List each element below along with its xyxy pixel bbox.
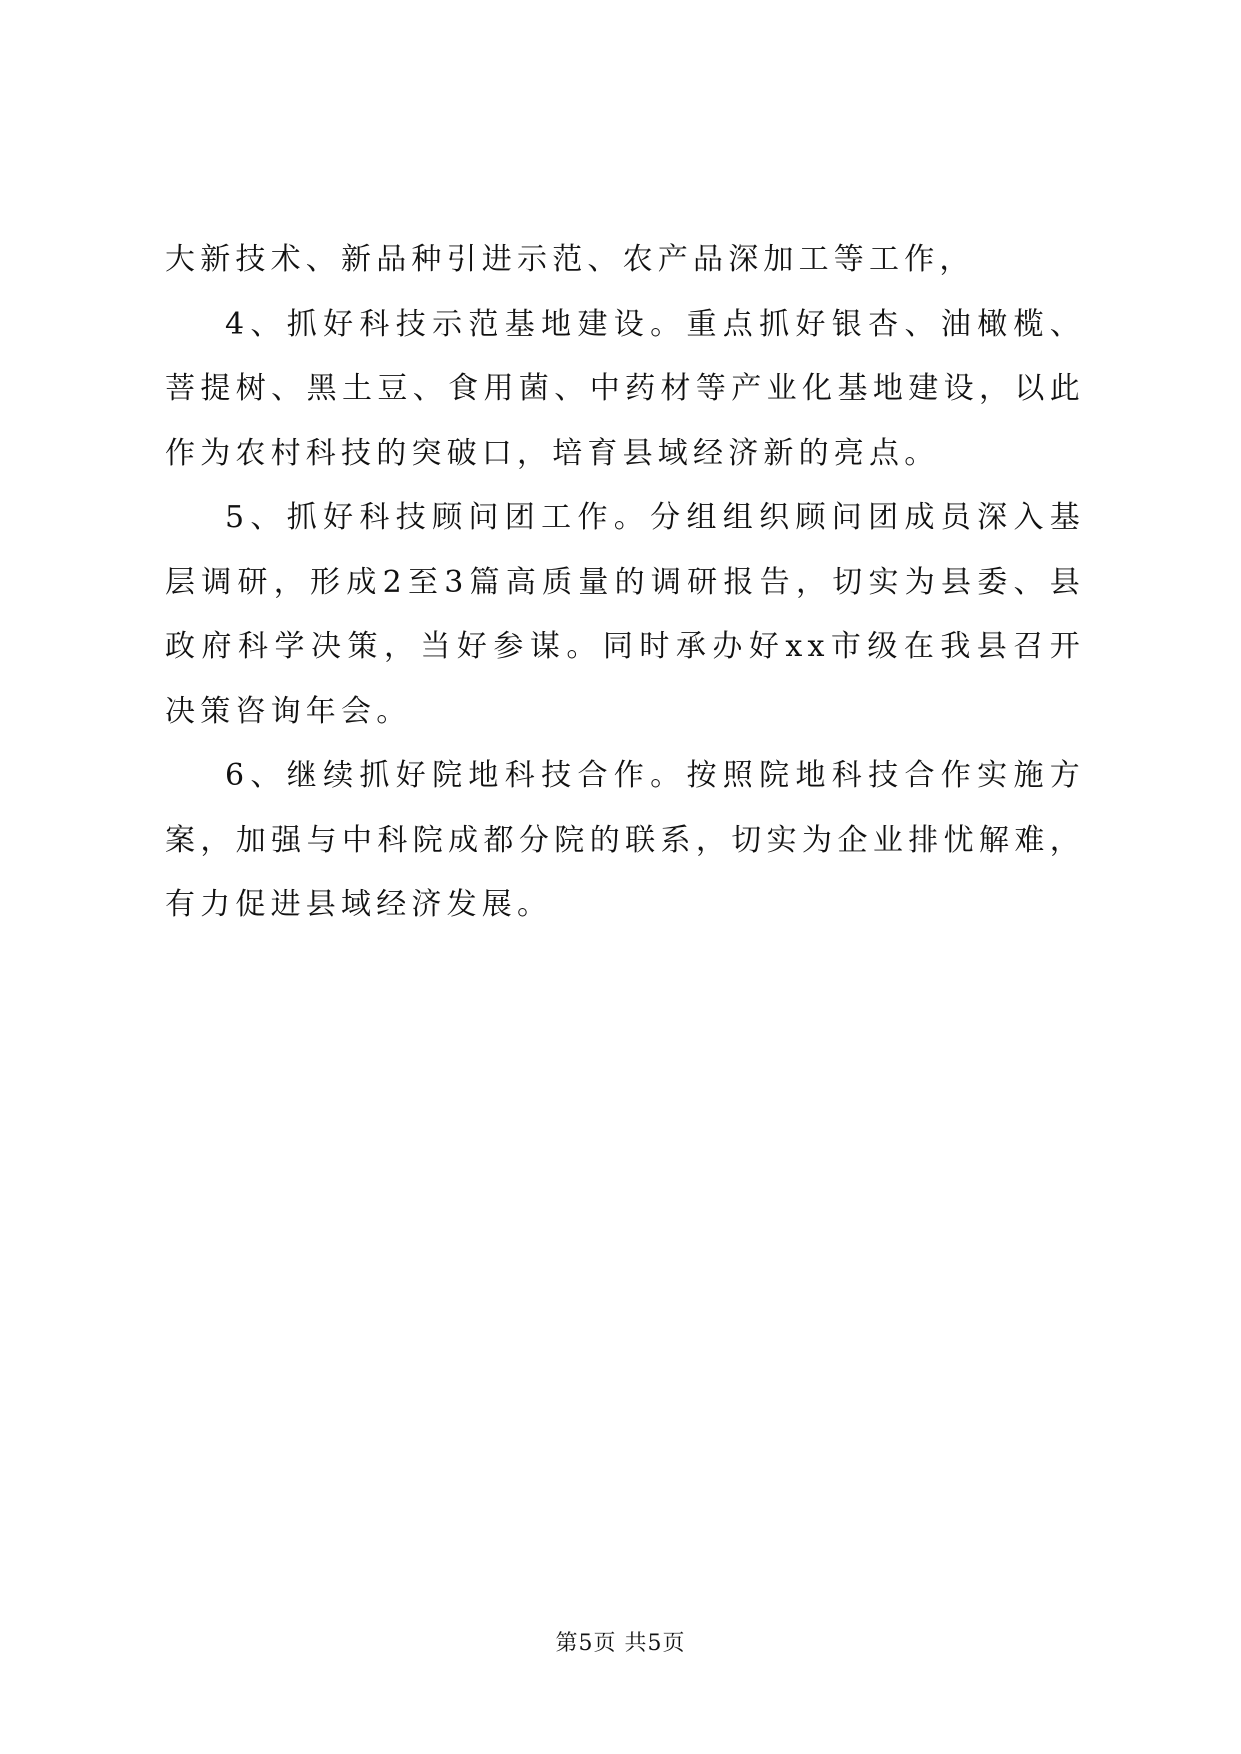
paragraph-item-6: 6、继续抓好院地科技合作。按照院地科技合作实施方案，加强与中科院成都分院的联系，切实为企业排忧解难，有力促进县域经济发展。 — [165, 758, 1085, 922]
paragraph-item-4: 4、抓好科技示范基地建设。重点抓好银杏、油橄榄、菩提树、黑土豆、食用菌、中药材等产业化基地建设，以此作为农村科技的突破口，培育县域经济新的亮点。 — [165, 306, 1085, 471]
paragraph-item-5: 5、抓好科技顾问团工作。分组组织顾问团成员深入基层调研，形成2至3篇高质量的调研报告，切实为县委、县政府科学决策，当好参谋。同时承办好xx市级在我县召开决策咨询年会。 — [165, 500, 1085, 729]
page-number-footer: 第5页 共5页 — [555, 1631, 686, 1656]
paragraph-continued: 大新技术、新品种引进示范、农产品深加工等工作， — [165, 242, 975, 277]
document-body — [165, 228, 1085, 938]
